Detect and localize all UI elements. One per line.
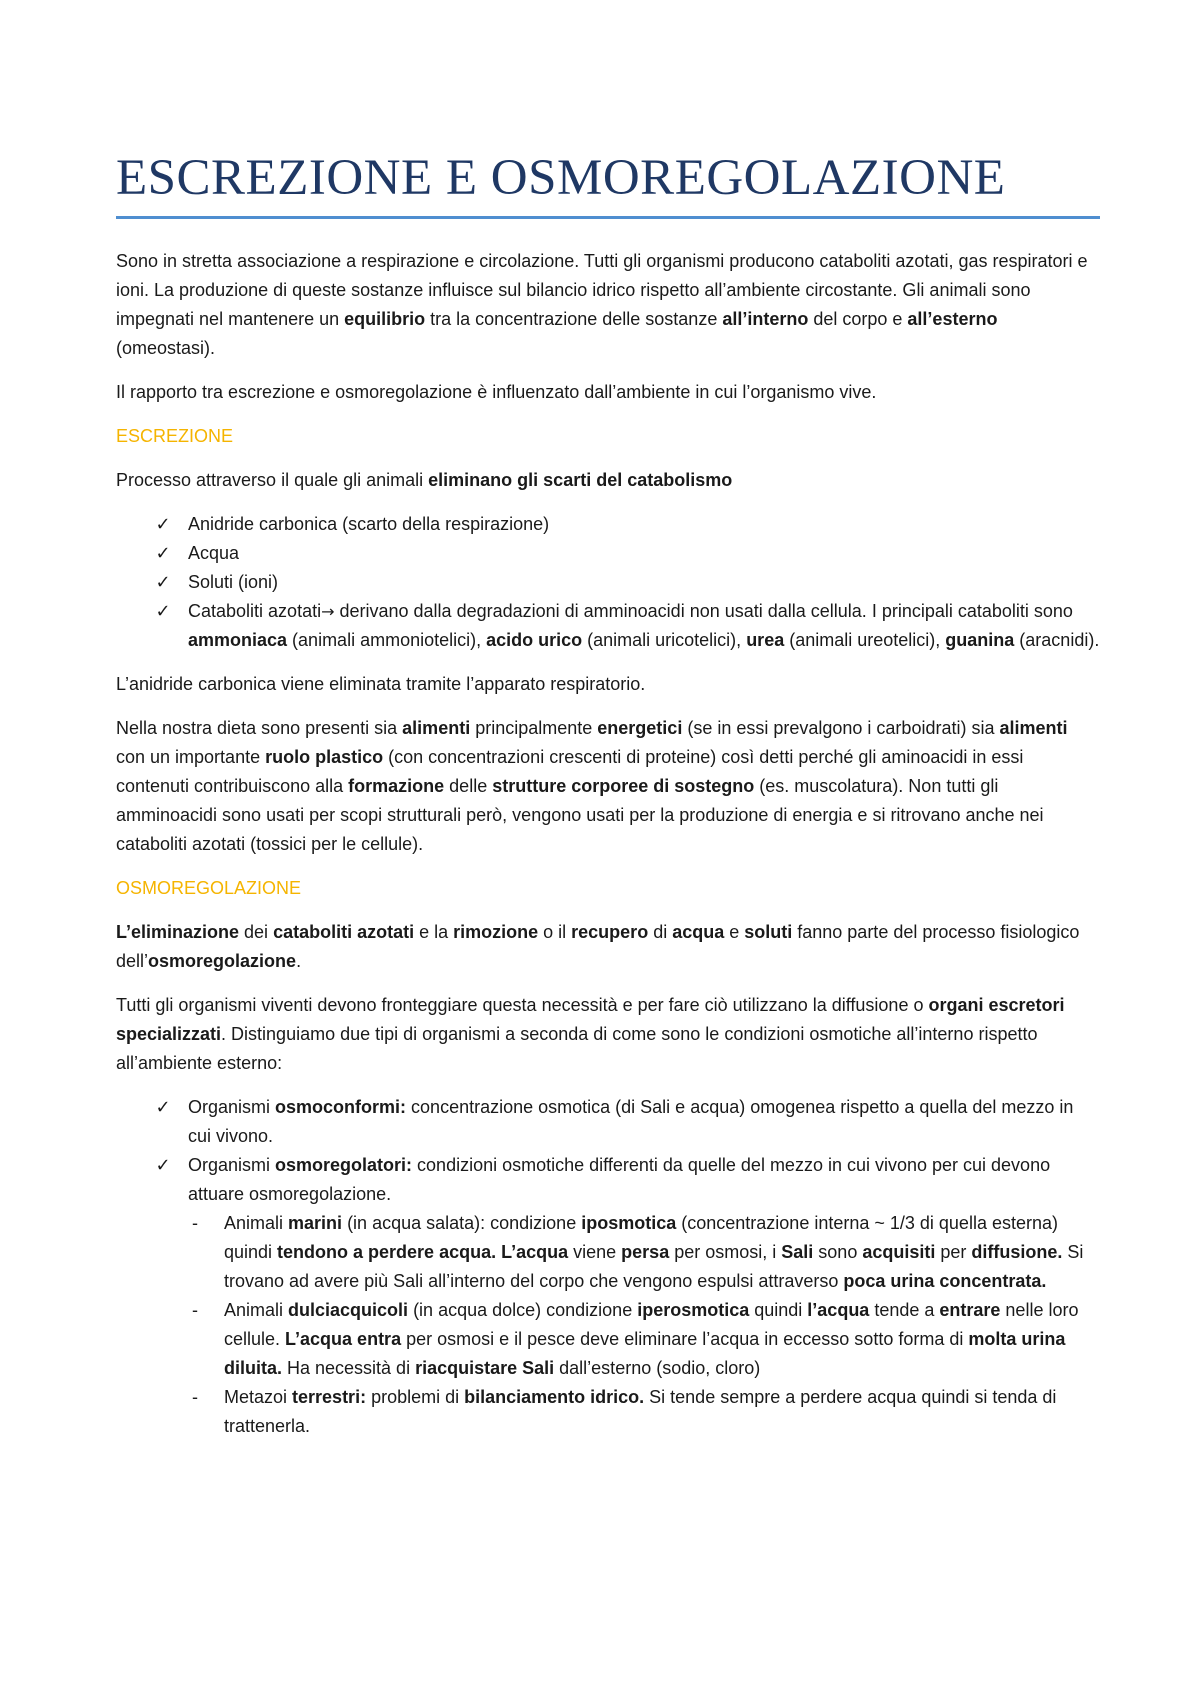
- bold-text: acqua: [672, 922, 725, 942]
- text-run: (omeostasi).: [116, 338, 216, 358]
- bold-text: L’eliminazione: [116, 922, 240, 942]
- text-run: Anidride carbonica (scarto della respirazione): [188, 514, 550, 534]
- intro-paragraph-2: Il rapporto tra escrezione e osmoregolazione è influenzato dall’ambiente in cui l’organismo vive.: [116, 382, 877, 402]
- text-run: (es. muscolatura). Non tutti gli amminoacidi sono usati per scopi strutturali però, vengono usati per la produzione di energia e si ritrovano anche nei cataboliti azotati (tossici per le cellule).: [116, 776, 1044, 854]
- text-run: dei: [239, 922, 274, 942]
- bold-text: organi escretori specializzati: [116, 995, 1065, 1044]
- dash-icon: -: [192, 1387, 198, 1407]
- text-run: condizioni osmotiche differenti da quelle del mezzo in cui vivono per cui devono attuare osmoregolazione.: [188, 1155, 1051, 1204]
- sub-list: [188, 1209, 1100, 1441]
- osmoregolazione-paragraph-1: [116, 918, 1100, 976]
- text-run: e la: [414, 922, 454, 942]
- text-run: (in acqua salata): condizione: [342, 1213, 582, 1233]
- text-run: Sono in stretta associazione a respirazione e circolazione. Tutti gli organismi producono cataboliti azotati, gas respiratori e ioni. La produzione di queste sostanze influisce sul bilancio idrico rispetto all’ambiente circostante. Gli animali sono impegnati nel mantenere un: [116, 251, 1088, 329]
- text-run: tra la concentrazione delle sostanze: [425, 309, 723, 329]
- check-icon: ✓: [155, 543, 171, 564]
- document-page: [116, 148, 1100, 1456]
- bold-text: acquisiti: [862, 1242, 936, 1262]
- text-run: derivano dalla degradazioni di amminoacidi non usati dalla cellula. I principali cataboliti sono: [334, 601, 1073, 621]
- page-title: ESCREZIONE E OSMOREGOLAZIONE: [116, 150, 1006, 206]
- bold-text: entrare: [939, 1300, 1001, 1320]
- text-run: o il: [538, 922, 572, 942]
- list-item: [116, 510, 1100, 539]
- text-run: (concentrazione interna ~ 1/3 di quella esterna) quindi: [224, 1213, 1058, 1262]
- bold-text: tendono a perdere acqua. L’acqua: [277, 1242, 569, 1262]
- sub-list-item: [188, 1296, 1100, 1383]
- bold-text: alimenti: [402, 718, 471, 738]
- text-run: (con concentrazioni crescenti di proteine) così detti perché gli aminoacidi in essi contenuti contribuiscono alla: [116, 747, 1024, 796]
- text-run: principalmente: [470, 718, 598, 738]
- text-run: per: [935, 1242, 972, 1262]
- text-run: (animali ammoniotelici),: [287, 630, 487, 650]
- arrow-icon: →: [321, 602, 335, 621]
- section-heading-escrezione: ESCREZIONE: [116, 426, 234, 446]
- bold-text: poca urina concentrata.: [843, 1271, 1047, 1291]
- text-run: Organismi: [188, 1097, 276, 1117]
- check-icon: ✓: [155, 572, 171, 593]
- diet-paragraph: [116, 714, 1100, 859]
- text-run: per osmosi, i: [669, 1242, 782, 1262]
- text-run: nelle loro cellule.: [224, 1300, 1079, 1349]
- bold-text: guanina: [945, 630, 1015, 650]
- text-run: . Distinguiamo due tipi di organismi a seconda di come sono le condizioni osmotiche all’interno rispetto all’ambiente esterno:: [116, 1024, 1038, 1073]
- check-icon: ✓: [155, 601, 171, 622]
- bold-text: osmoregolatori:: [275, 1155, 413, 1175]
- check-icon: ✓: [155, 1097, 171, 1118]
- text-run: Nella nostra dieta sono presenti sia: [116, 718, 403, 738]
- bold-text: iposmotica: [581, 1213, 677, 1233]
- bold-text: equilibrio: [344, 309, 426, 329]
- text-run: Si trovano ad avere più Sali all’interno del corpo che vengono espulsi attraverso: [224, 1242, 1084, 1291]
- intro-paragraph-1: [116, 247, 1100, 363]
- bold-text: diffusione.: [971, 1242, 1063, 1262]
- bold-text: molta urina diluita.: [224, 1329, 1066, 1378]
- bold-text: iperosmotica: [637, 1300, 750, 1320]
- text-run: delle: [444, 776, 493, 796]
- bold-text: ammoniaca: [188, 630, 288, 650]
- text-run: con un importante: [116, 747, 266, 767]
- organism-types-list: [116, 1093, 1100, 1441]
- text-run: di: [648, 922, 673, 942]
- text-run: viene: [568, 1242, 622, 1262]
- bold-text: alimenti: [999, 718, 1068, 738]
- list-item: [116, 568, 1100, 597]
- list-item: [116, 1151, 1100, 1441]
- bold-text: ruolo plastico: [265, 747, 384, 767]
- dash-icon: -: [192, 1213, 198, 1233]
- title-underline: [116, 216, 1100, 219]
- bold-text: l’acqua: [807, 1300, 870, 1320]
- list-item: [116, 1093, 1100, 1151]
- bold-text: formazione: [348, 776, 445, 796]
- escrezione-definition: [116, 466, 1100, 495]
- text-run: del corpo e: [808, 309, 908, 329]
- text-run: Organismi: [188, 1155, 276, 1175]
- bold-text: soluti: [744, 922, 793, 942]
- text-run: Animali: [224, 1300, 289, 1320]
- bold-text: cataboliti azotati: [273, 922, 415, 942]
- text-run: Si tende sempre a perdere acqua quindi si tenda di trattenerla.: [224, 1387, 1057, 1436]
- bold-text: urea: [746, 630, 785, 650]
- text-run: per osmosi e il pesce deve eliminare l’acqua in eccesso sotto forma di: [401, 1329, 969, 1349]
- check-icon: ✓: [155, 1155, 171, 1176]
- bold-text: persa: [621, 1242, 670, 1262]
- list-item: [116, 597, 1100, 655]
- sub-list-item: [188, 1209, 1100, 1296]
- bold-text: terrestri:: [292, 1387, 367, 1407]
- text-run: Processo attraverso il quale gli animali: [116, 470, 429, 490]
- text-run: Cataboliti azotati: [188, 601, 322, 621]
- text-run: Ha necessità di: [282, 1358, 416, 1378]
- bold-text: recupero: [571, 922, 649, 942]
- anidride-paragraph: L’anidride carbonica viene eliminata tramite l’apparato respiratorio.: [116, 674, 646, 694]
- text-run: problemi di: [366, 1387, 465, 1407]
- bold-text: bilanciamento idrico.: [464, 1387, 645, 1407]
- list-item: [116, 539, 1100, 568]
- text-run: Animali: [224, 1213, 289, 1233]
- text-run: dall’esterno (sodio, cloro): [554, 1358, 761, 1378]
- text-run: (aracnidi).: [1014, 630, 1100, 650]
- osmoregolazione-paragraph-2: [116, 991, 1100, 1078]
- bold-text: osmoregolazione: [148, 951, 297, 971]
- text-run: tende a: [869, 1300, 940, 1320]
- bold-text: all’interno: [722, 309, 809, 329]
- bold-text: strutture corporee di sostegno: [492, 776, 755, 796]
- text-run: Soluti (ioni): [188, 572, 279, 592]
- bold-text: riacquistare Sali: [415, 1358, 555, 1378]
- bold-text: Sali: [781, 1242, 814, 1262]
- text-run: (in acqua dolce) condizione: [408, 1300, 638, 1320]
- escrezione-list: [116, 510, 1100, 655]
- bold-text: osmoconformi:: [275, 1097, 407, 1117]
- dash-icon: -: [192, 1300, 198, 1320]
- bold-text: L’acqua entra: [285, 1329, 402, 1349]
- bold-text: dulciacquicoli: [288, 1300, 409, 1320]
- text-run: (animali uricotelici),: [582, 630, 747, 650]
- text-run: (animali ureotelici),: [784, 630, 946, 650]
- bold-text: acido urico: [486, 630, 583, 650]
- check-icon: ✓: [155, 514, 171, 535]
- text-run: e: [724, 922, 745, 942]
- text-run: (se in essi prevalgono i carboidrati) sia: [682, 718, 1000, 738]
- text-run: .: [296, 951, 302, 971]
- bold-text: all’esterno: [907, 309, 998, 329]
- bold-text: rimozione: [453, 922, 539, 942]
- bold-text: energetici: [597, 718, 683, 738]
- bold-text: eliminano gli scarti del catabolismo: [428, 470, 733, 490]
- text-run: quindi: [749, 1300, 808, 1320]
- sub-list-item: [188, 1383, 1100, 1441]
- text-run: Acqua: [188, 543, 240, 563]
- text-run: sono: [813, 1242, 863, 1262]
- text-run: Tutti gli organismi viventi devono fronteggiare questa necessità e per fare ciò utilizzano la diffusione o: [116, 995, 929, 1015]
- text-run: fanno parte del processo fisiologico dell’: [116, 922, 1080, 971]
- text-run: concentrazione osmotica (di Sali e acqua) omogenea rispetto a quella del mezzo in cui vivono.: [188, 1097, 1074, 1146]
- bold-text: marini: [288, 1213, 343, 1233]
- section-heading-osmoregolazione: OSMOREGOLAZIONE: [116, 878, 302, 898]
- text-run: Metazoi: [224, 1387, 293, 1407]
